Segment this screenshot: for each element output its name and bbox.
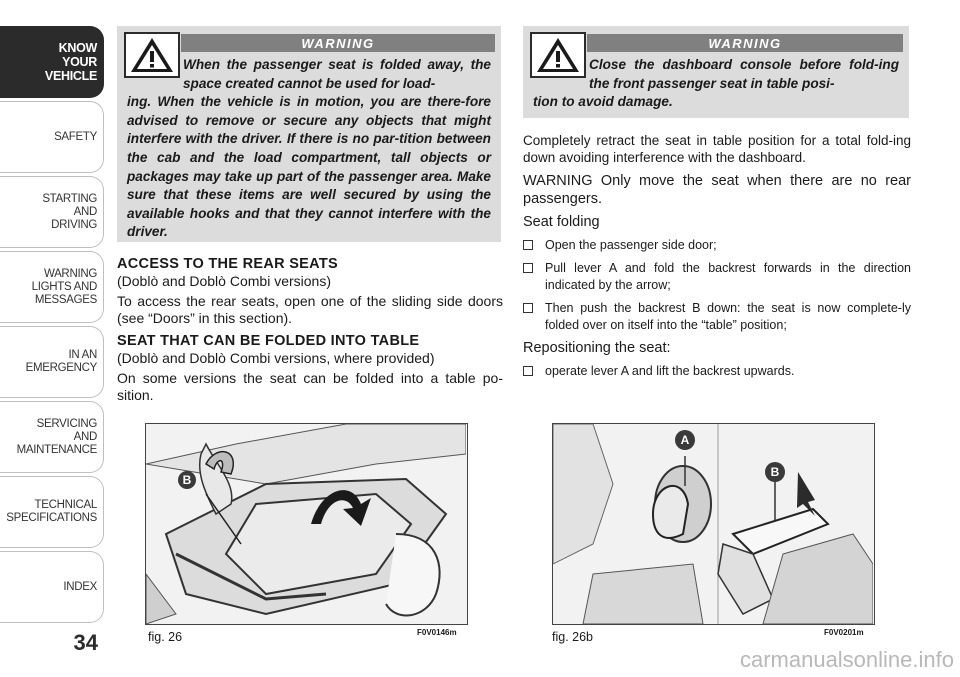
warning-box-left	[117, 26, 501, 242]
warning-box-right	[523, 26, 909, 118]
warning-text	[127, 56, 491, 242]
heading-access-rear-seats: ACCESS TO THE REAR SEATS	[117, 256, 338, 272]
page-number: 34	[73, 630, 98, 655]
tab-technical-specifications[interactable]	[0, 476, 104, 548]
tab-in-an-emergency[interactable]	[0, 326, 104, 398]
bullet-box-icon	[523, 366, 533, 376]
bullet-box-icon	[523, 303, 533, 313]
warning-triangle-icon	[530, 32, 586, 78]
bullet-box-icon	[523, 263, 533, 273]
warning-lead: When the passenger seat is folded away, the space created cannot be used for load-	[183, 57, 491, 91]
list-item	[523, 260, 911, 294]
subheading-repositioning: Repositioning the seat:	[523, 340, 671, 356]
figure-seat-lever	[552, 423, 875, 625]
list-item-text: operate lever A and lift the backrest upwards.	[545, 364, 795, 378]
heading-seat-table: SEAT THAT CAN BE FOLDED INTO TABLE	[117, 333, 420, 349]
label-a-text: A	[680, 433, 690, 447]
paragraph: To access the rear seats, open one of the sliding side doors (see “Doors” in this section).	[117, 293, 503, 326]
list-item-text: Open the passenger side door;	[545, 238, 717, 252]
tab-safety[interactable]	[0, 101, 104, 173]
tab-label: TECHNICAL SPECIFICATIONS	[6, 499, 97, 524]
warning-text	[533, 56, 899, 112]
tab-label: INDEX	[63, 580, 97, 593]
label-b-marker	[765, 462, 785, 482]
tab-starting-and-driving[interactable]	[0, 176, 104, 248]
list-item	[523, 237, 911, 254]
heading-sub: (Doblò and Doblò Combi versions, where provided)	[117, 350, 435, 366]
lever-illustration	[553, 424, 873, 624]
warning-header: WARNING	[587, 34, 903, 52]
label-a-marker	[675, 430, 695, 450]
paragraph: Completely retract the seat in table position for a total fold-ing down avoiding interference with the dashboard.	[523, 133, 911, 165]
heading-sub: (Doblò and Doblò Combi versions)	[117, 273, 331, 289]
figure-code: F0V0201m	[824, 628, 864, 637]
tab-servicing[interactable]	[0, 401, 104, 473]
figure-caption: fig. 26	[148, 630, 183, 644]
warning-triangle-icon	[124, 32, 180, 78]
figure-caption: fig. 26b	[552, 630, 594, 644]
list-item-text: Then push the backrest B down: the seat is now complete-ly folded over on itself into the “table” position;	[545, 301, 911, 332]
paragraph: On some versions the seat can be folded into a table po-sition.	[117, 370, 503, 403]
chapter-tabs	[0, 26, 104, 626]
figure-seat-folded	[145, 423, 468, 625]
tab-label: SERVICING AND MAINTENANCE	[16, 417, 97, 456]
subheading-seat-folding: Seat folding	[523, 214, 600, 230]
label-b-text: B	[770, 465, 780, 479]
label-b-text: B	[182, 473, 192, 487]
warning-lead: Close the dashboard console before fold-ing the front passenger seat in table posi-	[589, 57, 899, 91]
tab-label: KNOW YOUR VEHICLE	[44, 41, 97, 83]
tab-label: SAFETY	[54, 130, 97, 143]
warning-rest: ing. When the vehicle is in motion, you are there-fore advised to remove or secure any objects that might interfere with the driver. If there is no par-tition between the cab and the load compartment, tall objects or packages may take up part of the passenger area. Make sure that these items are well secured by using the available hooks and that they cannot interfere with the driver.	[127, 94, 491, 240]
tab-label: STARTING AND DRIVING	[42, 192, 97, 231]
seat-illustration	[146, 424, 466, 624]
watermark: carmanualsonline.info	[739, 647, 954, 672]
label-b-marker	[178, 471, 196, 489]
tab-label: WARNING LIGHTS AND MESSAGES	[31, 267, 97, 306]
tab-know-your-vehicle[interactable]	[0, 26, 104, 98]
paragraph: WARNING Only move the seat when there are no rear passengers.	[523, 173, 911, 207]
tab-label: IN AN EMERGENCY	[25, 349, 97, 374]
left-column	[117, 256, 503, 410]
warning-header: WARNING	[181, 34, 495, 52]
list-item-text: Pull lever A and fold the backrest forwards in the direction indicated by the arrow;	[545, 261, 911, 292]
list-item	[523, 363, 911, 380]
warning-rest: tion to avoid damage.	[533, 94, 673, 110]
right-column	[523, 132, 911, 386]
tab-warning-lights[interactable]	[0, 251, 104, 323]
bullet-box-icon	[523, 240, 533, 250]
list-item	[523, 300, 911, 334]
tab-index[interactable]	[0, 551, 104, 623]
figure-code: F0V0146m	[417, 628, 457, 637]
